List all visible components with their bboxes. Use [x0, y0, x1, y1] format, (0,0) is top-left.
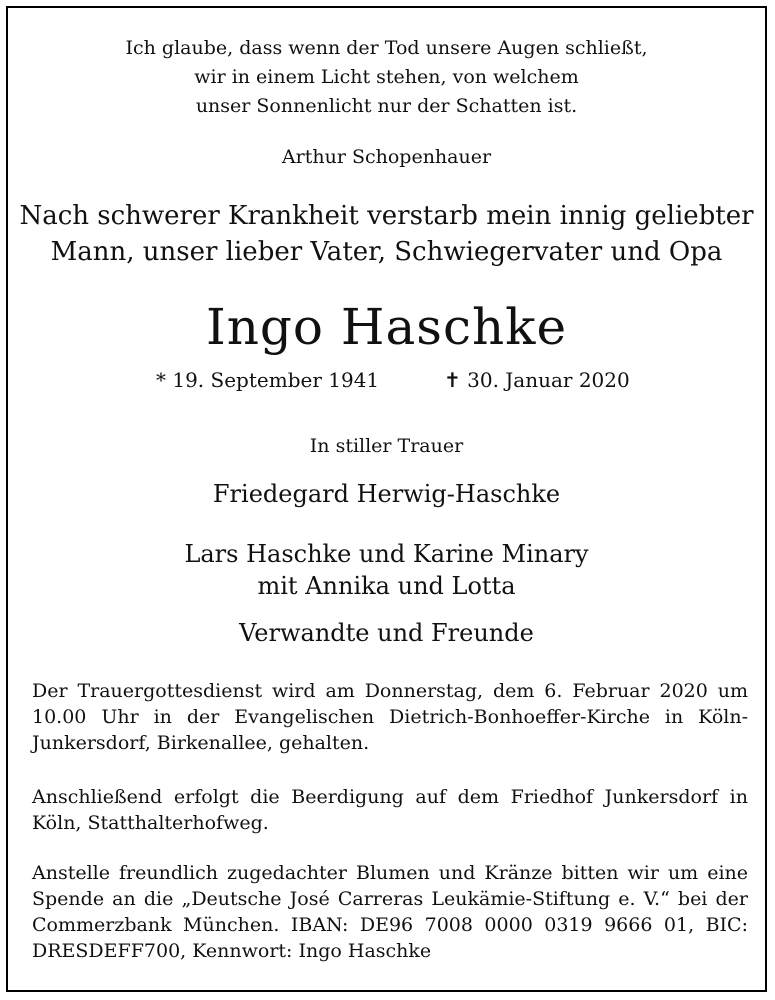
mourner-children: [8, 538, 765, 602]
quote-author: Arthur Schopenhauer: [281, 146, 492, 168]
death-announcement: [8, 198, 765, 270]
obituary-notice: [6, 6, 767, 992]
mourner-line: mit Annika und Lotta: [257, 572, 516, 600]
mourner-relatives: Verwandte und Freunde: [239, 619, 534, 647]
deceased-name: Ingo Haschke: [205, 298, 568, 356]
mourner-line: Lars Haschke und Karine Minary: [184, 540, 589, 568]
burial-paragraph: Anschließend erfolgt die Beerdigung auf dem Friedhof Junkersdorf in Köln, Statthalterhofweg.: [32, 786, 748, 834]
quote-line: unser Sonnenlicht nur der Schatten ist.: [195, 95, 578, 117]
mourner-widow: Friedegard Herwig-Haschke: [212, 480, 561, 508]
quote-line: Ich glaube, dass wenn der Tod unsere Augen schließt,: [125, 37, 648, 59]
announcement-line: Mann, unser lieber Vater, Schwiegervater und Opa: [50, 237, 723, 267]
birth-date: * 19. September 1941: [156, 368, 380, 392]
donation-paragraph: Anstelle freundlich zugedachter Blumen und Kränze bitten wir um eine Spende an die „Deutsche José Carreras Leukämie-Stiftung e. V.“ bei der Commerzbank München. IBAN: DE96 7008 0000 0319 9666 01, BIC: DRESDEFF700, Kennwort: Ingo Haschke: [32, 862, 748, 962]
service-paragraph: Der Trauergottesdienst wird am Donnerstag, dem 6. Februar 2020 um 10.00 Uhr in der Evangelischen Dietrich-Bonhoeffer-Kirche in Köln-Junkersdorf, Birkenallee, gehalten.: [32, 680, 748, 754]
death-date: ✝ 30. Januar 2020: [444, 368, 630, 392]
announcement-line: Nach schwerer Krankheit verstarb mein innig geliebter: [19, 201, 754, 231]
quote-line: wir in einem Licht stehen, von welchem: [194, 66, 579, 88]
mourning-heading: In stiller Trauer: [309, 435, 464, 457]
quote: [8, 34, 765, 121]
